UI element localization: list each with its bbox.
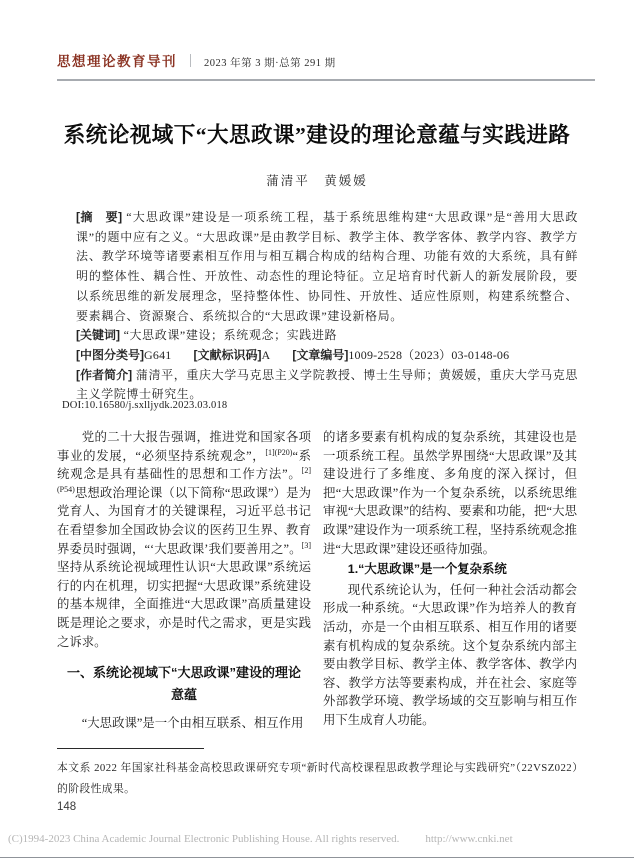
subsection-heading: 1.“大思政课”是一个复杂系统 xyxy=(347,562,507,577)
issue-info: 2023 年第 3 期·总第 291 期 xyxy=(204,58,336,69)
section-heading: 一、系统论视域下“大思政课”建设的理论意蕴 xyxy=(66,665,301,703)
journal-name: 思想理论教育导刊 xyxy=(57,54,177,69)
article-title: 系统论视域下“大思政课”建设的理论意蕴与实践进路 xyxy=(63,123,571,147)
bio-text: 蒲清平，重庆大学马克思主义学院教授、博士生导师；黄媛媛，重庆大学马克思主义学院博士研究生。 xyxy=(76,367,578,402)
copyright-line xyxy=(8,833,626,845)
paragraph: “大思政课”是一个由相互联系、相互作用 xyxy=(81,716,304,731)
page-number: 148 xyxy=(57,801,77,813)
article-authors: 蒲清平 黄媛媛 xyxy=(266,174,368,188)
abstract-paragraph xyxy=(76,208,578,326)
body-columns xyxy=(57,428,577,733)
doi: DOI:10.16580/j.sxlljydk.2023.03.018 xyxy=(62,400,228,411)
keywords-text: “大思政课”建设；系统观念；实践进路 xyxy=(123,328,338,343)
doc-code-value: A xyxy=(261,347,271,362)
footnote-rule xyxy=(57,748,204,749)
bottom-rule xyxy=(0,857,634,858)
abstract-label: [摘 要] xyxy=(76,210,123,224)
clc-value: G641 xyxy=(144,347,172,362)
article-id-label: [文章编号] xyxy=(292,347,349,362)
paragraph: 的诸多要素有机构成的复杂系统，其建设也是一项系统工程。虽然学界围绕“大思政课”及其建设进行了多维度、多角度的深入探讨，但把“大思政课”作为一个复杂系统，以系统思维审视“大思政课”的结构、要素和功能，把“大思政课”建设作为一项系统工程，坚持系统观念推进“大思政课”建设还亟待加强。 xyxy=(323,430,577,556)
copyright-url: http://www.cnki.net xyxy=(425,833,513,845)
bio-label: [作者简介] xyxy=(76,367,133,382)
keywords-label: [关键词] xyxy=(76,328,120,343)
doc-code-label: [文献标识码] xyxy=(193,347,262,362)
classification-line xyxy=(76,346,578,366)
header-divider xyxy=(190,54,191,67)
keywords-line xyxy=(76,326,578,346)
abstract-text: “大思政课”建设是一项系统工程，基于系统思维构建“大思政课”是“善用大思政课”的题中应有之义。“大思政课”是由教学目标、教学主体、教学客体、教学内容、教学方法、教学环境等诸要素相互作用与相互耦合构成的结构合理、功能有效的大系统，具有鲜明的整体性、耦合性、开放性、动态性的理论特征。立足培育时代新人的新发展阶段，要以系统思维的新发展理念，坚持整体性、协同性、开放性、适应性原则，构建系统整合、要素耦合、资源聚合、系统拟合的“大思政课”建设新格局。 xyxy=(76,210,579,323)
page-header xyxy=(57,50,595,81)
footnote-text: 本文系 2022 年国家社科基金高校思政课研究专项“新时代高校课程思政教学理论与实践研究”（22VSZ022）的阶段性成果。 xyxy=(57,762,578,795)
right-column xyxy=(323,428,577,733)
paragraph: 现代系统论认为，任何一种社会活动都会形成一种系统。“大思政课”作为培养人的教育活动，亦是一个由相互联系、相互作用的诸要素有机构成的复杂系统。这个复杂系统内部主要由教学目标、教学主体、教学客体、教学内容、教学方法等要素构成，并在社会、家庭等外部教学环境、教学场域的交互影响与相互作用下生成育人功能。 xyxy=(323,582,577,727)
copyright-text: (C)1994-2023 China Academic Journal Electronic Publishing House. All rights reserved. xyxy=(8,833,400,845)
article-id-value: 1009-2528（2023）03-0148-06 xyxy=(348,347,510,362)
paragraph: 党的二十大报告强调，推进党和国家各项事业的发展，“必须坚持系统观念”，$^{[1](P20)}$“系统观念是具有基础性的思想和工作方法”。$^{[2](P54)}$思想政治理论课（以下简称“思政课”）是为党育人、为国育才的关键课程，习近平总书记在看望参加全国政协会议的医药卫生界、教育界委员时强调，“‘大思政课’我们要善用之”。[3]坚持从系统论视域理性认识“大思政课”系统运行的内在机理，切实把握“大思政课”系统建设的基本规律，全面推进“大思政课”高质量建设既是理论之要求，亦是时代之需求，更是实践之诉求。 xyxy=(57,430,312,649)
clc-label: [中图分类号] xyxy=(76,347,144,362)
meta-block xyxy=(76,208,578,405)
footnote-block xyxy=(57,748,578,800)
left-column xyxy=(57,428,311,733)
